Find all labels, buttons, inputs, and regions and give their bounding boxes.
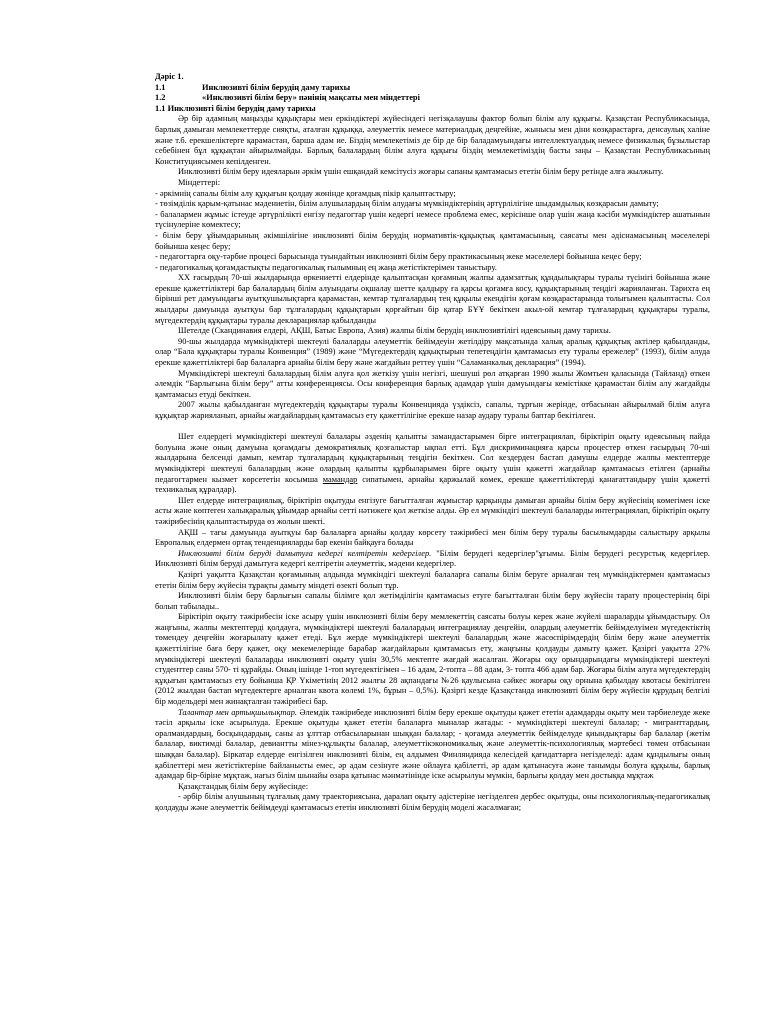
paragraph: 2007 жылы қабылданған мүгедектердің құқықтары туралы Конвенцияда үздіксіз, сапалы, тұрғын жерінде, отбасынан айырылмай білім алуға құқықтар жарияланып, арнайы жағдайлардың қамтамасыз ету қажеттілігіне ерекше назар аудару туралы баптар бекітілген. [155,400,710,420]
paragraph: Қазіргі уақытта Қазақстан қоғамының алдында мүмкіндігі шектеулі балаларға сапалы білім беруге арналған тең мүмкіндіктермен қамтамасыз ететін білім беру жүйесін тұрақты дамыту міндеті өзекті болып тұр. [155,569,710,590]
task-item: - педагогтарға оқу-тәрбие процесі барысында туындайтын инклюзивті білім беру практикасының жеке мәселелері бойынша кеңес беру; [155,252,642,262]
italic-heading: Талантар мен артықшылықтар. [178,707,298,717]
paragraph: XX ғасырдың 70-ші жылдарында өркениетті елдерінде қалыптасқан қоғамның жалпы адамзаттық құндылықтары туралы түсінігі бойынша және ерекше қажеттіліктері бар балалардың білім алуындағы оқшалау шетте қалдыру ға қарсы қоғамға косу, құқықтарының теңдігі жарияланған. Тарихта ең біріншi рет дамуындағы ауытқушылықтарға қарамастан, кемтар тұлғалардың тең құқылы екендігін қоғам көзқарастарында толығымен қалыптасты. Сол жылдары дамуында ауытқуы бар тұлғалардың құқықтарын қорғайтын бір қатар БҰҰ бекіткен акыл-ой кемтар тұлғалардың құқықтары туралы, мүгедектердің құқықтары туралы декларациялар қабылданды [155,273,710,325]
paragraph: Біріктіріп оқыту тәжірибесін іске асыру үшін инклюзивті білім беру мемлекеттің саясаты болуы керек және жүйелі шараларды ұйымдастыру. Ол жаңғыны, жалпы мектептерді қолдауға, мүмкіндіктері шектеулі балалардың интеграциялау деңгейін, олардың әлеуметтік бейімделуімен мүгедектіктің төмендеу деңгейін жоғарылату қажет етеді. Бұл жерде мүмкіндіктері шектеулі балалардың және жасөспірімдердің білім беру және әлеуметтік қажеттілігіне баға беру қажет, оқу мекемелерінде барабар жағдайларын қамтамасыз ету, жаңғыны қолдауды дамыту қажет. Қазіргі уақытта 27% мүмкіндіктері шектеулі балаларды инклюзивті оқыту үшін 30,5% мектепте жағдай жасалған. Жоғары оқу орындарындағы мүмкіндіктері шектеулі студенттер саны 570- ті құрайды. Оның ішінде 1-топ мүгедектігімен – 16 адам, 2-топта – 88 адам, 3- топта 466 адам бар. Жоғары білім алуға мүгедектердің құқығын қамтамасыз ету бойынша ҚР Үкіметінің 2012 жылғы 28 ақпандағы №26 қаулысына сәйкес жоғары оқу орнына қабылдау квотасы бекітілген (2012 жылдан бастап мүгедектерге арналған квота көлемі 1%, бұрын – 0,5%). Қазіргі кезде Қазақстанда инклюзивті білім беру жүйесін құрудың белгілі бір модельдері мен жинақталған тәжірибесі бар. [155,612,710,707]
outline-number: 1.2 [155,93,166,103]
lecture-label: Дәріс 1. [155,72,184,81]
paragraph: Инклюзивті білім беру идеяларын әркім үшін ешқандай кемсітусіз жоғары сапаны қамтамасыз ететін білім беру ретінде алға жылжыту. [178,167,664,177]
outline-number: 1.1 [155,82,166,92]
task-item: - төзімділік қарым-қатынас мәдениетін, білім алушылардың білім алудағы мүмкіндіктерінің әртүрлілігіне шыдамдылық көзқарасын дамыту; [155,199,659,209]
paragraph-text: Әлемдік тәжірибеде инклюзивті білім беру ерекше оқытуды қажет ететін адамдарды оқыту мен тәрбиелеуде жеке тәсіл арқылы іске асырылуда. Ерекше оқытуды қажет ететін балаларға мыналар жатады: - мүмкіндіктері шектеулі балалар; - мигранттардың, оралмандардың, босқындардың, саны аз ұлттар отбасыларынан шыққан балалар; - қоғамда әлеуметтік бейімделуде қиындықтары бар балалар (жетім балалар, виктимді балалар, девиантты мінез-құлықты балалар, әлеуметтікэкономикалық және әлеуметтік-психологиялық мәртебесі төмен отбасынан шыққан балалар). Біркатар елдерде енгізілген инклюзивті білім, ең алдымен Финляндияда келесідей қағидаттарға негізделеді: адам құндылығы оның қабілеттері мен жетістіктеріне байланысты емес, әр адам сезінуге және ойлауға қабілетті, әр адам қатынасуға және танымды болуға құқылы, барлық адамдар бір-біріне мұқтаж, нағыз білім шынайы өзара қатынас мәнмәтінінде іске асырылуы мүмкін, барлығы қолдау мен достыққа мұқтаж [155,707,711,781]
paragraph-text: Шет елдердегі мүмкіндіктері шектеулі балалары әзденің қалыпты замандастарымен бірге интеграциялап, біріктіріп оқыту идеясының пайда болуына және оның дамуына қоғамдағы демократиялық қозғалыстар ықпал етті. Бұл дискриминацияға қарсы процестер өткен ғасырдың 70-ші жылдарына белсенді дамып, кемтар тұлғалардың құқықтарының теңдігін бекіткен. Сол кездерден бастап дамушы елдерде жалпы мектептерде мүмкіндіктері шектеулі балалардың және олардың қалыпты құрбыларымен бірге оқыту үшін қажетті жағдайлар қамтамасыз етілген (арнайы педагогтармен кызмет көрсететін косымша [155,432,710,484]
outline-title: «Инклюзивті білім беру» пәнінің мақсаты мен міндеттері [202,93,420,103]
task-item: - әркімнің сапалы білім алу құқығын қолдау жөнінде қоғамдық пікір қалыптастыру; [155,188,456,198]
paragraph: Шет елдерде интеграциялық, біріктіріп оқытуды енгізуге бағытталған жұмыстар қарқынды дамыған арнайы білім беру жүйесінің көмегімен іске асты және көптеген халықаралық ұйымдар арнайы сетті нәтижеге қол жеткізе алды. Әр ел мүмкіндігі шектеулі балаларды интеграциялап, біріктіріп оқыту тәжірибесінің қалыптастыруда өз жолын шекті. [155,495,710,526]
paragraph [155,432,710,496]
paragraph: Шетелде (Скандинавия елдері, АҚШ, Батыс Европа, Азия) жалпы білім берудің инклюзивтілігі идеясының даму тарихы. [178,326,611,336]
task-item: - білім беру ұйымдарының әкімшілігіне инклюзивті білім берудің нормативтік-құқықтық қамтамасының, саясаты мен әдіснамасының мәселелері бойынша кеңес беру; [155,230,710,251]
paragraph: АҚШ – тағы дамуында ауытқуы бар балаларға арнайы қолдау көрсету тәжірибесі мен білім беру туралы басылымдарды салыстыру арқылы Европалық елдермен ортақ тенденцияларды бар екенін байқауға болады [155,527,710,548]
paragraph: Қазақстандық білім беру жүйесінде: [178,781,309,791]
paragraph-text: "Білім берудегі кедергілер"ұғымы. Білім берудегі ресурстық кедергілер. Инклюзивті білім беруді дамытуға кедергі келтіретін әлеуметтік, мәдени кедергілер. [155,548,710,569]
outline-title: Инклюзивті білім берудің даму тарихы [202,82,351,92]
outline-item-1 [155,83,710,94]
paragraph [155,708,710,782]
paragraph: - әрбір білім алушының тұлғалық даму траекториясына, даралап оқыту әдістеріне негізделген дербес оқытуды, оны психологиялық-педагогикалық қолдауды және әлеуметтік бейімдеуді қамтамасыз ететін инклюзивті білім берудің моделі жасалмаған; [155,792,710,812]
paragraph-text: сипатымен, арнайы қаржылай көмек, ерекше қажеттіліктерді қанағаттандыру үшін қажетті техникалық құралдар). [155,474,710,495]
paragraph: Әр бір адамның маңызды құқықтары мен еркіндіктері жүйесіндегі негізқалаушы фактор болып білім алу құқығы. Қазақстан Республикасында, барлық дамыған мемлекеттерде сияқты, аталған құқыққа, әлеуметтік немесе материалдық деңгейіне, жынысы мен діни көзқарастарға, денсаулық халіне және т.б. ерекшеліктерге қарамастан, барша адам ие. Біздің мемлекетіміз де бір де бір баладамуындағы интеллектуалдық немесе физикалық бұзылыстар себебінен бұл құқықтан айырылмайды. Барлық балалардың білім алуға құқығы біздің мемлекетіміздің басты заңы – Қазақстан Республикасының Конституциясымен кепілденген. [155,114,710,166]
italic-heading: Инклюзивті білім беруді дамытуға кедергі келтіретін кедергілер. [178,548,432,558]
paragraph: Инклюзивті білім беру барлығын сапалы білімге қол жетімділігін қамтамасыз етуге бағытталған білім беру жүйесін тарату процестерінің бірі болып табылады.. [155,591,710,611]
section-title: 1.1 Инклюзивті білім берудің даму тарихы [155,103,316,113]
underlined-term: мамандар [322,474,358,484]
outline-item-2 [155,93,710,104]
paragraph: 90-шы жылдарда мүмкіндіктері шектеулі балаларды әлеуметтік бейімдеуін жетілдіру мақсатында халық аралық құқықтық актілер қабылданды, олар “Бала құқықтары туралы Конвенция” (1989) және “Мүгедектердің құқықтырын тепетеңдігін қамтамасыз ету туралы ережелер” (1993), білім алуда ерекше қажеттіліктері бар балаларға арнайы білім беру және жағдайын реттеу үшін “Саламанкалық декларация” (1994). [155,336,710,368]
tasks-label: Міндеттері: [178,177,221,187]
task-item: - педагогикалық қоғамдастықты педагогикалық ғылымның ең жаңа жетістіктерімен таныстыру. [155,262,497,272]
task-item: - балалармен жұмыс істеуде әртүрлілікті енгізу педагогтар үшін кедергі немесе проблема емес, керісінше олар үшін жаңа кәсіби мүмкіндіктер ашатынын түсінулеріне көмектесу; [155,209,710,230]
paragraph [155,549,710,570]
paragraph: Мүмкіндіктері шектеулі балалардың білім алуға қол жеткізу үшін негізгі, шешуші рөл атқарған 1990 жылы Жомтьен қаласында (Тайланд) өткен әлемдік “Барлығына білім беру” атты конференциясы. Осы конференция барлық адамдар үшін дамуындағы кемістікке қарамастан білім алу жағдайды қамтамасыз етуді бекіткен. [155,368,710,399]
